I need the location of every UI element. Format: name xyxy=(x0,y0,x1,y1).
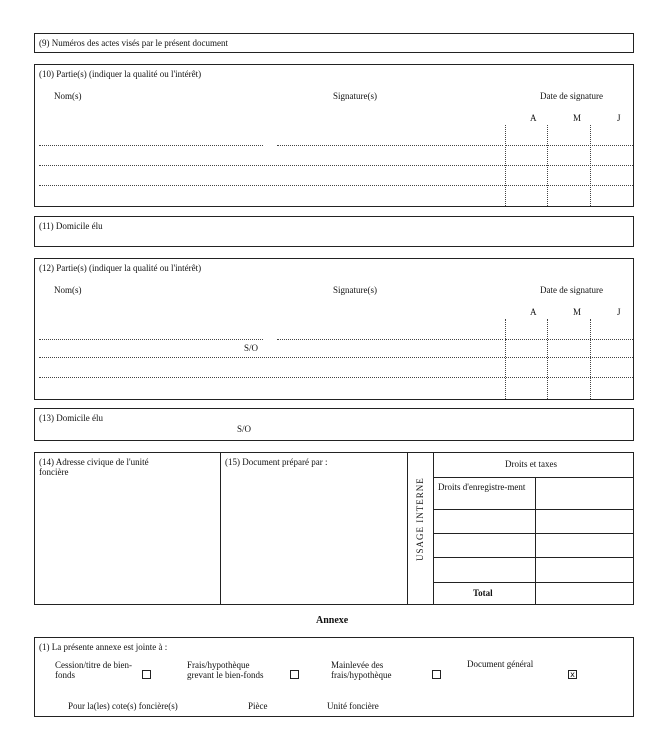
signatures-header: Signature(s) xyxy=(333,285,377,295)
option-transfer-label: Cession/titre de bien-fonds xyxy=(55,660,132,681)
day-header: J xyxy=(617,307,621,317)
fees-header-line xyxy=(433,477,633,478)
option-charge-label: Frais/hypothèque grevant le bien-fonds xyxy=(187,660,264,681)
date-header: Date de signature xyxy=(540,285,603,295)
day-header: J xyxy=(617,113,621,123)
date-col-divider xyxy=(547,319,548,399)
fees-row-line xyxy=(433,533,633,534)
section-12-label: (12) Partie(s) (indiquer la qualité ou l'intérêt) xyxy=(39,263,202,273)
row-divider xyxy=(39,165,633,166)
divider-14-15 xyxy=(220,453,221,604)
date-col-divider xyxy=(505,319,506,399)
option-charge-checkbox[interactable] xyxy=(290,670,299,679)
name-line[interactable] xyxy=(39,339,263,340)
divider-15-internal xyxy=(407,453,408,604)
section-11-label: (11) Domicile élu xyxy=(39,221,103,231)
internal-use-label: USAGE INTERNE xyxy=(415,477,425,561)
fees-row-line xyxy=(433,509,633,510)
section-11-box xyxy=(34,216,634,247)
section-13-label: (13) Domicile élu xyxy=(39,413,103,423)
parcel-label: Pour la(les) cote(s) foncière(s) xyxy=(68,701,178,711)
date-line[interactable] xyxy=(505,339,633,340)
year-header: A xyxy=(530,307,537,317)
option-general-label: Document général xyxy=(467,659,534,669)
section-15-label: (15) Document préparé par : xyxy=(225,457,328,467)
name-value: S/O xyxy=(244,343,259,353)
option-general-checkbox[interactable]: x xyxy=(568,670,577,679)
names-header: Nom(s) xyxy=(54,285,82,295)
option-discharge-checkbox[interactable] xyxy=(432,670,441,679)
section-13-value: S/O xyxy=(237,424,252,434)
date-line[interactable] xyxy=(505,145,633,146)
divider-internal-values xyxy=(535,477,536,604)
section-9-box xyxy=(34,33,634,53)
option-transfer-checkbox[interactable] xyxy=(142,670,151,679)
fees-header: Droits et taxes xyxy=(505,459,557,469)
annexe-question: (1) La présente annexe est jointe à : xyxy=(39,642,168,652)
month-header: M xyxy=(573,307,582,317)
total-label: Total xyxy=(473,588,493,598)
annexe-box xyxy=(34,637,634,717)
names-header: Nom(s) xyxy=(54,91,82,101)
piece-label: Pièce xyxy=(248,701,268,711)
signature-line[interactable] xyxy=(277,339,503,340)
section-10-box xyxy=(34,64,634,207)
row-divider xyxy=(39,357,633,358)
date-header: Date de signature xyxy=(540,91,603,101)
signatures-header: Signature(s) xyxy=(333,91,377,101)
month-header: M xyxy=(573,113,582,123)
section-14-label: (14) Adresse civique de l'unité foncière xyxy=(39,457,149,478)
section-13-box xyxy=(34,408,634,441)
signature-line[interactable] xyxy=(277,145,503,146)
section-10-label: (10) Partie(s) (indiquer la qualité ou l'intérêt) xyxy=(39,69,202,79)
name-line[interactable] xyxy=(39,145,263,146)
section-9-label: (9) Numéros des actes visés par le présent document xyxy=(39,38,228,48)
property-unit-label: Unité foncière xyxy=(327,701,379,711)
date-col-divider xyxy=(590,319,591,399)
row-divider xyxy=(39,377,633,378)
annexe-title: Annexe xyxy=(316,615,349,626)
registration-fees-label: Droits d'enregistre-ment xyxy=(438,482,526,492)
fees-row-line xyxy=(433,557,633,558)
fees-row-line xyxy=(433,582,633,583)
option-discharge-label: Mainlevée des frais/hypothèque xyxy=(331,660,392,681)
row-divider xyxy=(39,185,633,186)
section-14-15-box xyxy=(34,452,634,605)
section-12-box xyxy=(34,258,634,400)
year-header: A xyxy=(530,113,537,123)
